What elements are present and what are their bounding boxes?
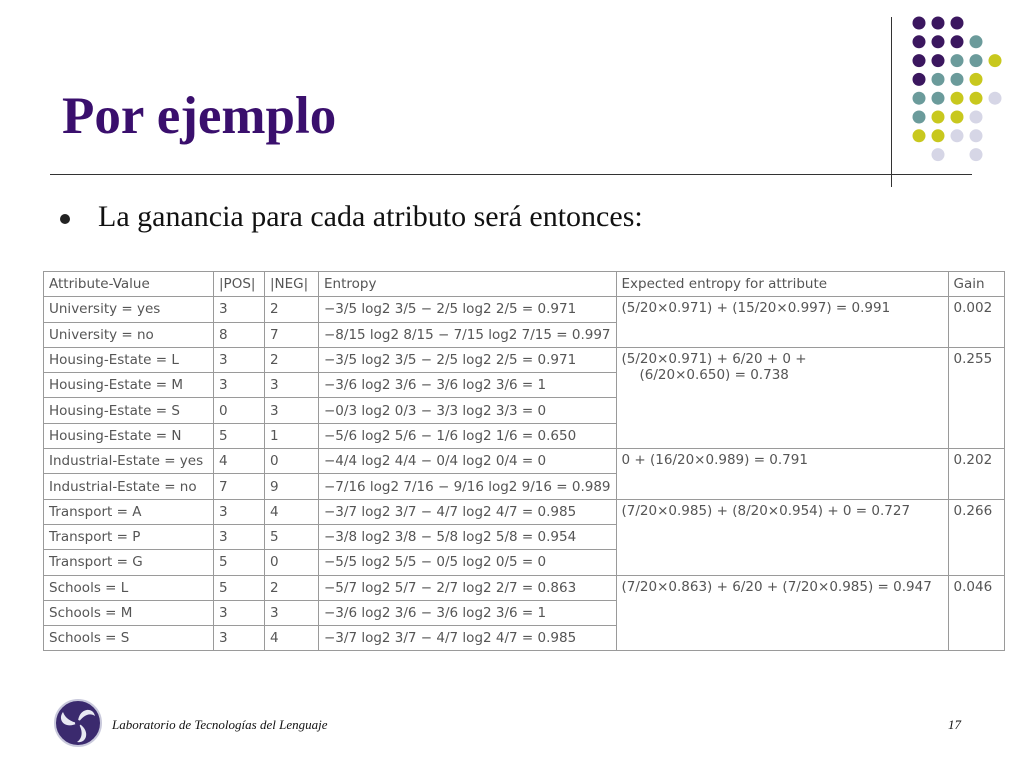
decorative-dot: [970, 73, 983, 86]
cell-neg: 9: [265, 474, 319, 499]
cell-neg: 4: [265, 499, 319, 524]
cell-entropy: −5/6 log2 5/6 − 1/6 log2 1/6 = 0.650: [319, 423, 617, 448]
decorative-dot: [932, 17, 945, 30]
cell-pos: 5: [214, 423, 265, 448]
decorative-dot: [951, 111, 964, 124]
triskelion-logo-icon: [53, 698, 103, 748]
cell-entropy: −3/8 log2 3/8 − 5/8 log2 5/8 = 0.954: [319, 524, 617, 549]
decorative-dot: [951, 129, 964, 142]
decorative-dot: [951, 92, 964, 105]
decorative-dot: [932, 111, 945, 124]
cell-pos: 3: [214, 499, 265, 524]
cell-attribute: Housing-Estate = L: [44, 347, 214, 372]
decorative-dot: [932, 129, 945, 142]
decorative-dot: [951, 73, 964, 86]
cell-attribute: Schools = M: [44, 600, 214, 625]
decorative-dot: [970, 111, 983, 124]
cell-entropy: −0/3 log2 0/3 − 3/3 log2 3/3 = 0: [319, 398, 617, 423]
bullet-icon: [60, 214, 70, 224]
cell-expected-entropy: 0 + (16/20×0.989) = 0.791: [616, 449, 948, 500]
cell-attribute: Housing-Estate = N: [44, 423, 214, 448]
cell-attribute: Transport = A: [44, 499, 214, 524]
cell-neg: 2: [265, 347, 319, 372]
header-attribute-value: Attribute-Value: [44, 272, 214, 297]
footer-lab-name: Laboratorio de Tecnologías del Lenguaje: [112, 717, 328, 732]
cell-gain: 0.266: [948, 499, 1004, 575]
cell-gain: 0.202: [948, 449, 1004, 500]
cell-attribute: Housing-Estate = S: [44, 398, 214, 423]
cell-pos: 3: [214, 626, 265, 651]
cell-gain: 0.255: [948, 347, 1004, 448]
cell-attribute: Industrial-Estate = no: [44, 474, 214, 499]
table-header-row: [44, 272, 1005, 297]
cell-neg: 1: [265, 423, 319, 448]
cell-pos: 7: [214, 474, 265, 499]
cell-entropy: −3/6 log2 3/6 − 3/6 log2 3/6 = 1: [319, 600, 617, 625]
cell-attribute: University = no: [44, 322, 214, 347]
decorative-dot: [970, 92, 983, 105]
cell-entropy: −4/4 log2 4/4 − 0/4 log2 0/4 = 0: [319, 449, 617, 474]
cell-attribute: University = yes: [44, 297, 214, 322]
cell-expected-entropy: [616, 347, 948, 448]
cell-pos: 3: [214, 600, 265, 625]
page-number: 17: [948, 717, 961, 732]
cell-attribute: Schools = L: [44, 575, 214, 600]
cell-neg: 4: [265, 626, 319, 651]
decorative-dot: [932, 148, 945, 161]
decorative-dot: [913, 111, 926, 124]
cell-gain: 0.046: [948, 575, 1004, 651]
decorative-dot: [913, 35, 926, 48]
cell-pos: 8: [214, 322, 265, 347]
table-row: [44, 575, 1005, 600]
cell-attribute: Transport = P: [44, 524, 214, 549]
slide-title: Por ejemplo: [62, 87, 337, 145]
cell-pos: 3: [214, 524, 265, 549]
header-entropy: Entropy: [319, 272, 617, 297]
decorative-dot: [970, 35, 983, 48]
cell-neg: 3: [265, 373, 319, 398]
cell-entropy: −8/15 log2 8/15 − 7/15 log2 7/15 = 0.997: [319, 322, 617, 347]
cell-attribute: Transport = G: [44, 550, 214, 575]
header-pos: |POS|: [214, 272, 265, 297]
cell-attribute: Schools = S: [44, 626, 214, 651]
decorative-dot: [951, 35, 964, 48]
cell-attribute: Industrial-Estate = yes: [44, 449, 214, 474]
cell-gain: 0.002: [948, 297, 1004, 348]
decorative-dot: [932, 54, 945, 67]
decorative-dot: [913, 92, 926, 105]
decorative-dot: [951, 17, 964, 30]
decorative-dot: [951, 54, 964, 67]
cell-pos: 3: [214, 373, 265, 398]
expected-line-1: (5/20×0.971) + 6/20 + 0 +: [621, 350, 807, 367]
table-row: [44, 347, 1005, 372]
cell-pos: 5: [214, 550, 265, 575]
cell-entropy: −5/7 log2 5/7 − 2/7 log2 2/7 = 0.863: [319, 575, 617, 600]
decorative-dot: [932, 35, 945, 48]
title-divider: [50, 174, 972, 175]
cell-neg: 0: [265, 550, 319, 575]
cell-entropy: −7/16 log2 7/16 − 9/16 log2 9/16 = 0.989: [319, 474, 617, 499]
cell-pos: 0: [214, 398, 265, 423]
cell-expected-entropy: (7/20×0.863) + 6/20 + (7/20×0.985) = 0.947: [616, 575, 948, 651]
cell-pos: 5: [214, 575, 265, 600]
cell-attribute: Housing-Estate = M: [44, 373, 214, 398]
cell-entropy: −3/6 log2 3/6 − 3/6 log2 3/6 = 1: [319, 373, 617, 398]
cell-expected-entropy: (7/20×0.985) + (8/20×0.954) + 0 = 0.727: [616, 499, 948, 575]
header-expected-entropy: Expected entropy for attribute: [616, 272, 948, 297]
decorative-dot: [970, 129, 983, 142]
table-row: [44, 499, 1005, 524]
header-neg: |NEG|: [265, 272, 319, 297]
decorative-dot: [970, 54, 983, 67]
cell-pos: 3: [214, 347, 265, 372]
table-row: [44, 297, 1005, 322]
cell-neg: 0: [265, 449, 319, 474]
decorative-dot: [913, 73, 926, 86]
cell-entropy: −3/5 log2 3/5 − 2/5 log2 2/5 = 0.971: [319, 297, 617, 322]
cell-neg: 3: [265, 398, 319, 423]
cell-entropy: −3/5 log2 3/5 − 2/5 log2 2/5 = 0.971: [319, 347, 617, 372]
decorative-dot: [970, 148, 983, 161]
cell-entropy: −3/7 log2 3/7 − 4/7 log2 4/7 = 0.985: [319, 626, 617, 651]
decorative-dot: [913, 54, 926, 67]
decorative-dot: [932, 73, 945, 86]
header-gain: Gain: [948, 272, 1004, 297]
cell-entropy: −3/7 log2 3/7 − 4/7 log2 4/7 = 0.985: [319, 499, 617, 524]
cell-pos: 3: [214, 297, 265, 322]
cell-neg: 5: [265, 524, 319, 549]
cell-expected-entropy: (5/20×0.971) + (15/20×0.997) = 0.991: [616, 297, 948, 348]
decorative-dot: [913, 129, 926, 142]
cell-entropy: −5/5 log2 5/5 − 0/5 log2 0/5 = 0: [319, 550, 617, 575]
cell-neg: 2: [265, 575, 319, 600]
cell-neg: 2: [265, 297, 319, 322]
decorative-dot: [932, 92, 945, 105]
cell-pos: 4: [214, 449, 265, 474]
expected-line-2: (6/20×0.650) = 0.738: [639, 366, 789, 383]
vertical-divider: [891, 17, 892, 187]
gain-table: [43, 271, 1005, 651]
cell-neg: 7: [265, 322, 319, 347]
bullet-text: La ganancia para cada atributo será entonces:: [98, 200, 643, 233]
table-row: [44, 449, 1005, 474]
decorative-dot: [989, 54, 1002, 67]
bullet-item: [60, 200, 643, 234]
decorative-dot: [913, 17, 926, 30]
cell-neg: 3: [265, 600, 319, 625]
decorative-dot: [989, 92, 1002, 105]
